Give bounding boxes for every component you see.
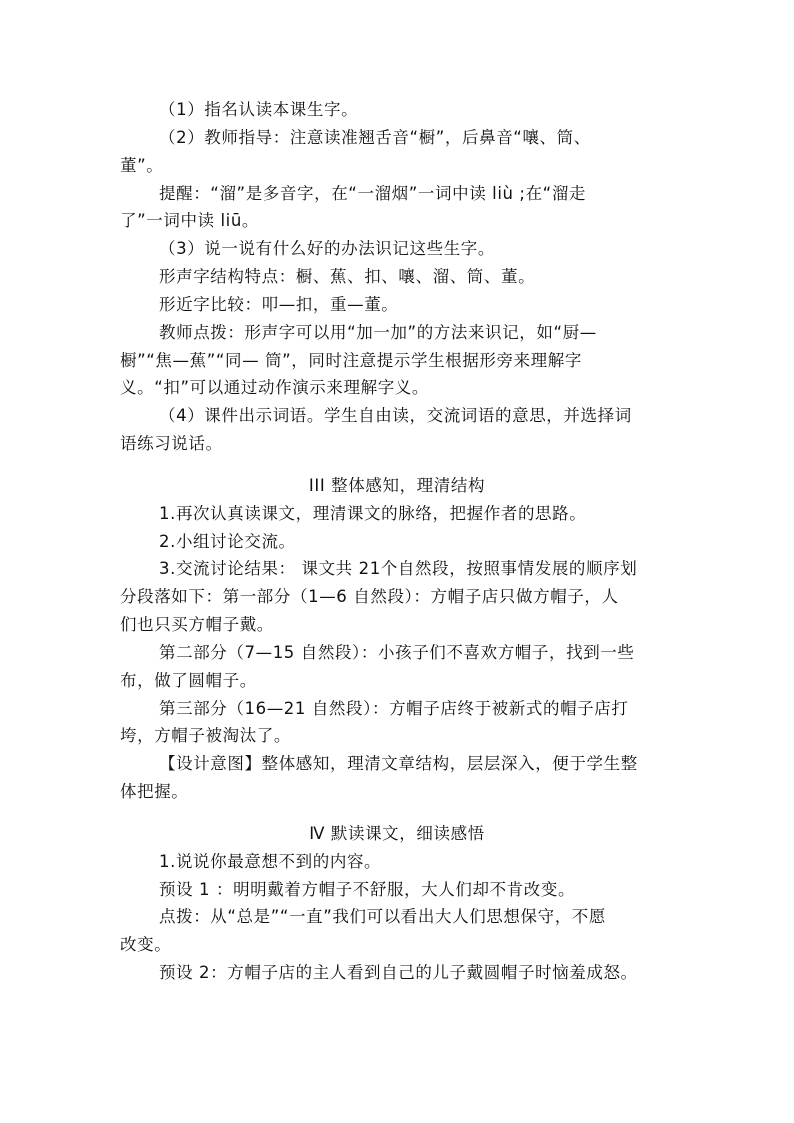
para-memorize-method: （3）说一说有什么好的办法识记这些生字。 <box>159 239 495 258</box>
para-reminder-line2: 了”一词中读 liū。 <box>120 211 260 230</box>
para-part-three-line2: 垮，方帽子被淘汰了。 <box>120 726 291 745</box>
para-courseware-words-line1: （4）课件出示词语。学生自由读，交流词语的意思，并选择词 <box>159 406 632 425</box>
para-reminder-line1: 提醒：“溜”是多音字，在“一溜烟”一词中读 liù ;在“溜走 <box>159 184 587 203</box>
section-heading-iv: Ⅳ 默读课文，细读感悟 <box>309 824 485 843</box>
para-reread-text: 1.再次认真读课文，理清课文的脉络，把握作者的思路。 <box>159 504 587 523</box>
para-teacher-guide-line1: （2）教师指导：注意读准翘舌音“橱”，后鼻音“嚷、筒、 <box>159 128 591 147</box>
para-teacher-tips-line3: 义。“扣”可以通过动作演示来理解字义。 <box>120 378 429 397</box>
para-teacher-guide-line2: 董”。 <box>120 156 164 175</box>
para-similar-chars: 形近字比较：叩—扣，重—董。 <box>159 295 399 314</box>
para-tip-line1: 点拨：从“总是”“一直”我们可以看出大人们思想保守，不愿 <box>159 907 606 926</box>
para-tip-line2: 改变。 <box>120 935 172 954</box>
para-part-three-line1: 第三部分（16—21 自然段）：方帽子店终于被新式的帽子店打 <box>159 699 629 718</box>
para-preset-two: 预设 2：方帽子店的主人看到自己的儿子戴圆帽子时恼羞成怒。 <box>159 963 638 982</box>
para-read-new-chars: （1）指名认读本课生字。 <box>159 100 359 119</box>
para-design-intent-line1: 【设计意图】整体感知，理清文章结构，层层深入，便于学生整 <box>159 754 638 773</box>
para-design-intent-line2: 体把握。 <box>120 782 189 801</box>
para-part-two-line1: 第二部分（7—15 自然段）：小孩子们不喜欢方帽子，找到一些 <box>159 643 635 662</box>
para-most-unexpected: 1.说说你最意想不到的内容。 <box>159 852 382 871</box>
para-phonetic-structure: 形声字结构特点：橱、蕉、扣、嚷、溜、筒、董。 <box>159 267 536 286</box>
para-discussion-result-line1: 3.交流讨论结果： 课文共 21个自然段，按照事情发展的顺序划 <box>159 559 638 578</box>
para-discussion-result-line2: 分段落如下：第一部分（1—6 自然段）：方帽子店只做方帽子，人 <box>120 587 619 606</box>
para-discussion-result-line3: 们也只买方帽子戴。 <box>120 615 274 634</box>
para-teacher-tips-line1: 教师点拨：形声字可以用“加一加”的方法来识记，如“厨— <box>159 323 597 342</box>
para-teacher-tips-line2: 橱”“焦—蕉”“同— 筒”，同时注意提示学生根据形旁来理解字 <box>120 351 582 370</box>
para-part-two-line2: 布，做了圆帽子。 <box>120 671 257 690</box>
para-preset-one: 预设 1 ：明明戴着方帽子不舒服，大人们却不肯改变。 <box>159 880 576 899</box>
section-heading-iii: III 整体感知，理清结构 <box>308 476 486 495</box>
para-courseware-words-line2: 语练习说话。 <box>120 434 223 453</box>
para-group-discussion: 2.小组讨论交流。 <box>159 532 296 551</box>
